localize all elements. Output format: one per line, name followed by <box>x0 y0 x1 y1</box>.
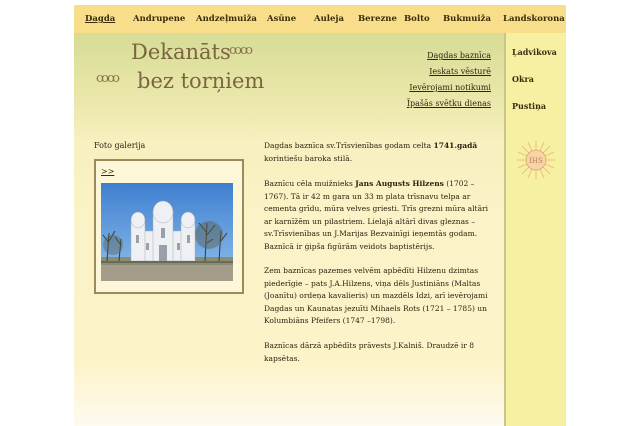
paragraph-intro: Dagdas baznīca sv.Trīsvienības godam celta 1741.gadā korintiešu baroka stilā. <box>264 141 478 163</box>
sidebar <box>506 33 566 426</box>
gallery-label: Foto galerija <box>94 141 146 150</box>
section-links <box>371 51 491 121</box>
nav-andrupene[interactable]: Andrupene <box>133 14 186 24</box>
page-frame <box>74 5 566 426</box>
nav-landskorona[interactable]: Landskorona <box>503 14 565 24</box>
nav-auleja[interactable]: Auleja <box>314 14 344 24</box>
ihs-seal-icon <box>516 140 556 180</box>
ornament-icon: ꝏꝏ <box>229 43 251 58</box>
ornament-icon: ꝏꝏ <box>96 71 118 86</box>
sidebar-item-ladvikova[interactable]: Ļadvikova <box>512 47 557 57</box>
paragraph-garden: Baznīcas dārzā apbēdīts prāvests J.Kalniš. Draudzē ir 8 kapsētas. <box>264 341 475 363</box>
main-content <box>74 33 504 426</box>
paragraph-history: Baznīcu cēla muižnieks Jans Augusts Hilzens (1702 – 1767). Tā ir 42 m gara un 33 m plata trīsnavu telpa ar cementa grīdu, mūra velves griesti. Trīs grezni mūra altāri ar karnīžēm un pilastriem. Lielajā altārī divas gleznas – sv.Trīsvienības un J.Marijas Bezvainīgi ieņemtās godam. Baznīcā ir ģipša figūrām veidots baptistērijs. <box>264 179 489 251</box>
link-ipasas-svetku-dienas[interactable]: Īpašās svētku dienas <box>406 99 491 108</box>
nav-bukmuiza[interactable]: Bukmuiža <box>443 14 491 24</box>
page-title-line2: bez torņiem <box>137 69 265 93</box>
nav-asune[interactable]: Asūne <box>267 14 297 24</box>
nav-berezne[interactable]: Berezne <box>358 14 397 24</box>
link-ieskats-vesture[interactable]: Ieskats vēsturē <box>429 67 491 76</box>
sidebar-item-pustina[interactable]: Pustiņa <box>512 101 547 111</box>
gallery-next-button[interactable]: >> <box>101 167 115 176</box>
link-ievērojami-notikumi[interactable]: Ievērojami notikumi <box>409 83 491 92</box>
paragraph-crypt: Zem baznīcas pazemes velvēm apbēdīti Hilzenu dzimtas piederīgie – pats J.A.Hilzens, viņa dēls Justiniāns (Maltas (Joanītu) ordeņa kavalieris) un mazdēls Idzi, arī ievērojami Dagdas un Kaunatas jezuīti Mihaels Rots (1721 – 1785) un Kolumbiāns Pfeifers (1747 –1798). <box>264 266 488 325</box>
page-title-line1: Dekanāts <box>131 40 231 64</box>
link-dagdas-baznica[interactable]: Dagdas baznīca <box>427 51 491 60</box>
nav-andzelmuiza[interactable]: Andzeļmuiža <box>196 14 257 24</box>
sidebar-item-okra[interactable]: Okra <box>512 74 534 84</box>
nav-dagda[interactable]: Dagda <box>85 14 116 24</box>
seal-text: IHS <box>529 157 543 165</box>
church-photo[interactable] <box>101 183 233 281</box>
top-navigation <box>74 5 566 34</box>
photo-gallery <box>94 159 244 294</box>
nav-bolto[interactable]: Bolto <box>404 14 430 24</box>
